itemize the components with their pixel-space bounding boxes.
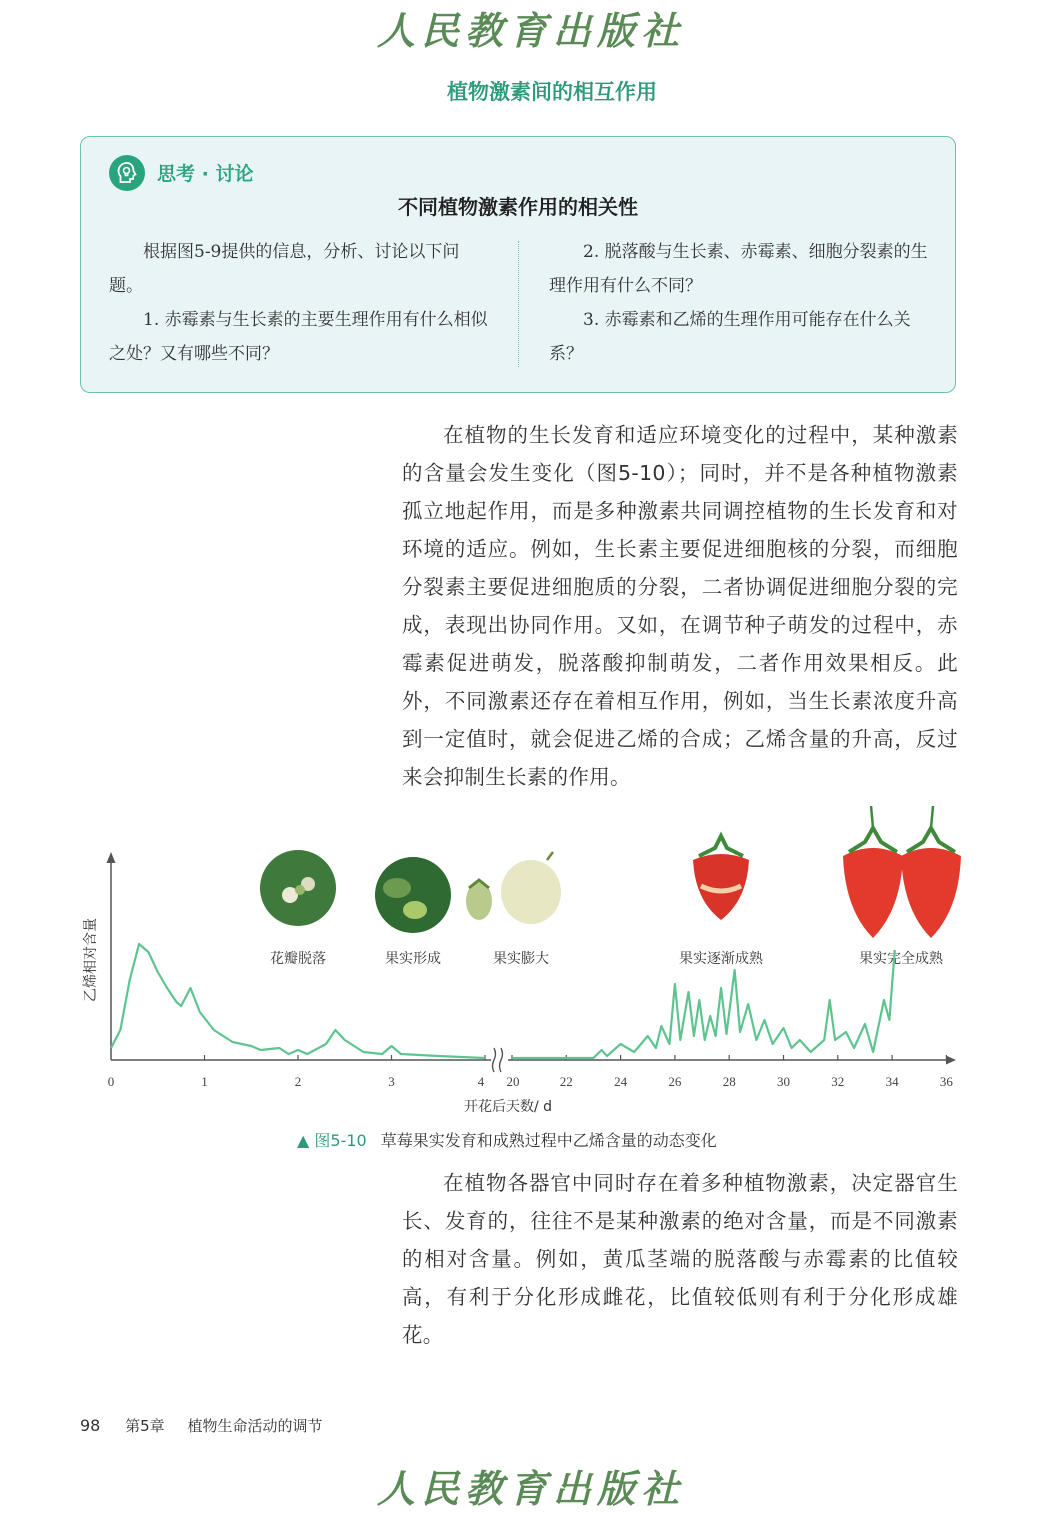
body-paragraph-2: 在植物各器官中同时存在着多种植物激素，决定器官生长、发育的，往往不是某种激素的绝对含量，而是不同激素的相对含量。例如，黄瓜茎端的脱落酸与赤霉素的比值较高，有利于分化形成雌花，比值较低则有利于分化形成雄花。: [402, 1171, 958, 1347]
x-axis-label: 开花后天数/ d: [463, 1099, 553, 1115]
x-tick-label: 1: [201, 1074, 208, 1089]
body-paragraph-1: 在植物的生长发育和适应环境变化的过程中，某种激素的含量会发生变化（图5-10）；同时，并不是各种植物激素孤立地起作用，而是多种激素共同调控植物的生长发育和对环境的适应。例如，生长素主要促进细胞核的分裂，而细胞分裂素主要促进细胞质的分裂，二者协调促进细胞分裂的完成，表现出协同作用。又如，在调节种子萌发的过程中，赤霉素促进萌发，脱落酸抑制萌发，二者作用效果相反。此外，不同激素还存在着相互作用，例如，当生长素浓度升高到一定值时，就会促进乙烯的合成；乙烯含量的升高，反过来会抑制生长素的作用。: [402, 423, 958, 789]
stage-label: 果实完全成熟: [859, 951, 943, 967]
green-fruit-icon: [403, 901, 427, 919]
y-axis-arrow: [107, 852, 116, 863]
small-green-fruit-icon: [375, 857, 451, 933]
discussion-left-column: [109, 235, 489, 371]
chapter-title: 植物生命活动的调节: [187, 1417, 323, 1435]
x-tick-label: 4: [477, 1074, 485, 1089]
axis-break-mark: [493, 1048, 503, 1072]
figure-caption-text: 草莓果实发育和成熟过程中乙烯含量的动态变化: [380, 1131, 717, 1150]
chapter-number: 第5章: [125, 1417, 165, 1435]
x-tick-label: 20: [506, 1074, 520, 1089]
x-tick-label: 0: [107, 1074, 115, 1089]
leaf-icon: [383, 878, 411, 898]
x-axis-arrow: [946, 1056, 956, 1065]
publisher-watermark-bottom: 人民教育出版社: [376, 1466, 685, 1511]
figure-caption-label: [297, 1131, 367, 1150]
lightbulb-head-icon: [109, 155, 145, 191]
section-title: 植物激素间的相互作用: [447, 80, 657, 104]
page-number: 98: [80, 1416, 101, 1435]
stage-label: 花瓣脱落: [270, 951, 326, 967]
discussion-box: [80, 136, 956, 393]
stem-icon: [931, 806, 933, 828]
x-tick-label: 22: [559, 1074, 573, 1089]
discussion-question-2: 2. 脱落酸与生长素、赤霉素、细胞分裂素的生理作用有什么不同？: [549, 242, 928, 296]
fully-ripe-strawberry-icon: [843, 848, 903, 938]
figure-number: 图5-10: [314, 1131, 367, 1150]
publisher-watermark-top: 人民教育出版社: [376, 8, 685, 53]
discussion-right-column: [549, 235, 929, 371]
page-footer: [80, 1415, 322, 1436]
figure-caption: [297, 1128, 717, 1151]
sepal-icon: [699, 836, 743, 856]
flower-center-icon: [295, 885, 305, 895]
column-divider: [518, 241, 519, 367]
x-tick-label: 32: [831, 1074, 845, 1089]
x-tick-label: 26: [668, 1074, 682, 1089]
stage-label: 果实膨大: [493, 951, 549, 967]
x-tick-label: 30: [777, 1074, 790, 1089]
y-axis-label: 乙烯相对含量: [83, 918, 99, 1002]
discussion-label: 思考 · 讨论: [157, 163, 254, 185]
x-tick-label: 3: [388, 1074, 395, 1089]
discussion-question-3: 3. 赤霉素和乙烯的生理作用可能存在什么关系？: [549, 310, 911, 364]
x-tick-label: 2: [294, 1074, 302, 1089]
ethylene-chart: [76, 800, 976, 1118]
stem-icon: [871, 806, 873, 828]
discussion-question-1: 1. 赤霉素与生长素的主要生理作用有什么相似之处？又有哪些不同？: [109, 310, 488, 364]
white-enlarged-fruit-icon: [501, 860, 561, 924]
stage-label: 果实形成: [385, 951, 441, 967]
discussion-title: 不同植物激素作用的相关性: [398, 195, 638, 219]
x-tick-label: 36: [939, 1074, 953, 1089]
x-tick-label: 34: [885, 1074, 899, 1089]
fully-ripe-strawberry-icon: [901, 848, 961, 938]
stage-label: 果实逐渐成熟: [679, 951, 763, 967]
stem-icon: [547, 852, 553, 860]
x-tick-label: 28: [722, 1074, 736, 1089]
x-tick-label: 24: [614, 1074, 628, 1089]
caption-triangle-icon: ▲: [297, 1131, 310, 1150]
discussion-intro: 根据图5-9提供的信息，分析、讨论以下问题。: [109, 242, 460, 296]
